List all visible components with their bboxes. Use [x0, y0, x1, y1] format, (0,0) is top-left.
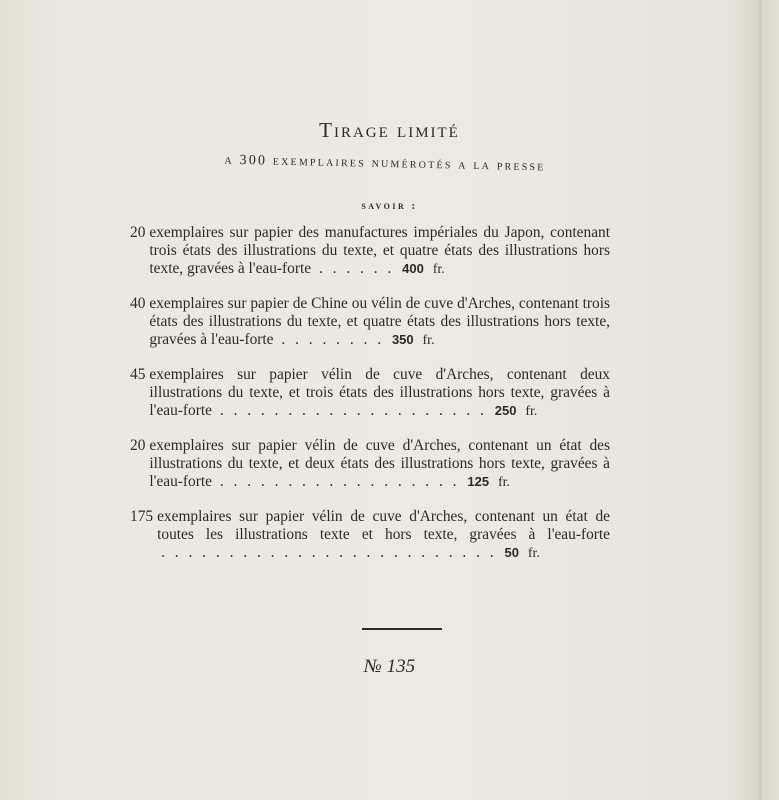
dot-leader: . . . . . . . . . . . . . . . . . . . .: [219, 402, 487, 419]
entry-body: [149, 295, 610, 350]
entry-body: [149, 366, 610, 421]
entry-price: 350: [391, 332, 414, 347]
entry-description: exemplaires sur papier vélin de cuve d'Arches, contenant un état des illustrations du texte, et deux états des illustrations hors texte, gravées à l'eau-forte: [149, 437, 610, 490]
edition-entry: [130, 366, 610, 421]
entry-quantity: 20: [130, 224, 146, 241]
entry-price: 50: [504, 545, 519, 560]
entry-body: [149, 437, 610, 492]
edition-entry: [130, 224, 610, 279]
entry-quantity: 45: [130, 366, 146, 383]
intro-label: savoir :: [361, 200, 418, 212]
page-title: Tirage limité: [319, 118, 460, 142]
entry-price: 400: [402, 261, 424, 276]
dot-leader: . . . . . . . . . . . . . . . . . .: [219, 473, 460, 490]
entry-currency: fr.: [527, 546, 540, 561]
entry-body: [157, 508, 610, 563]
entry-description: exemplaires sur papier vélin de cuve d'Arches, contenant deux illustrations du texte, et trois états des illustrations hors texte, gravées à l'eau-forte: [149, 366, 610, 419]
entry-price-line: [149, 295, 610, 350]
edition-list: [130, 224, 610, 579]
entry-quantity: 175: [130, 508, 154, 525]
entry-quantity: 20: [130, 437, 146, 454]
entry-currency: fr.: [432, 262, 445, 277]
entry-price-line: [149, 224, 610, 279]
entry-currency: fr.: [497, 475, 510, 490]
entry-description: exemplaires sur papier vélin de cuve d'Arches, contenant un état de toutes les illustrations texte et hors texte, gravées à l'eau-forte: [157, 508, 610, 543]
copy-number: № 135: [363, 656, 416, 677]
entry-description: exemplaires sur papier de Chine ou vélin de cuve d'Arches, contenant trois états des illustrations du texte, et quatre états des illustrations hors texte, gravées à l'eau-forte: [149, 295, 610, 348]
separator-rule: [362, 628, 442, 630]
entry-price-line: [149, 437, 610, 492]
entry-quantity: 40: [130, 295, 146, 312]
edition-entry: [130, 295, 610, 350]
entry-currency: fr.: [525, 404, 538, 419]
entry-price-line: [157, 508, 610, 563]
entry-currency: fr.: [422, 333, 435, 348]
entry-description: exemplaires sur papier des manufactures impériales du Japon, contenant trois états des illustrations du texte, et quatre états des illustrations hors texte, gravées à l'eau-forte: [149, 224, 610, 277]
dot-leader: . . . . . . . . . . . . . . . . . . . . . . . . .: [161, 544, 497, 561]
dot-leader: . . . . . . . .: [281, 331, 385, 348]
edition-subtitle: a 300 exemplaires numérotés a la presse: [224, 152, 546, 175]
edition-entry: [130, 508, 610, 563]
entry-price: 250: [494, 403, 517, 418]
dot-leader: . . . . . .: [318, 260, 395, 277]
entry-price-line: [149, 366, 610, 421]
edition-entry: [130, 437, 610, 492]
entry-body: [149, 224, 610, 279]
entry-price: 125: [467, 474, 490, 489]
